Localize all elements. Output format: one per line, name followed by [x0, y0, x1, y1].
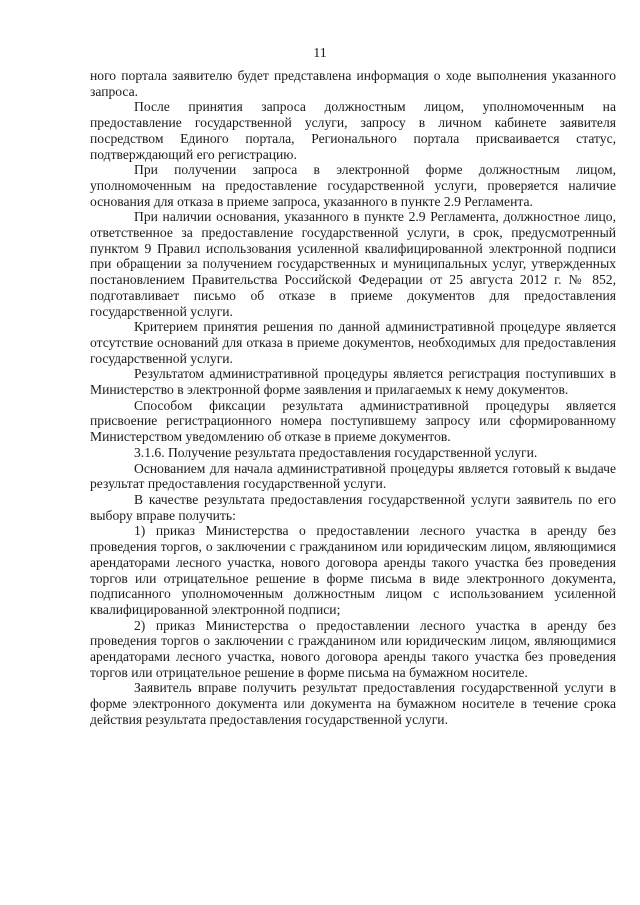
paragraph-procedure-basis: Основанием для начала административной процедуры является готовый к выдаче результат предоставления государственной услуги.: [90, 460, 616, 492]
page-number: 11: [313, 46, 327, 61]
paragraph-applicant-right: Заявитель вправе получить результат предоставления государственной услуги в форме электронного документа или документа на бумажном носителе в течение срока действия результата предоставления государственной услуги.: [90, 680, 616, 727]
paragraph-fixation-method: Способом фиксации результата административной процедуры является присвоение регистрационного номера поступившему запросу или сформированному Министерством уведомлению об отказе в приеме документов.: [90, 397, 616, 445]
list-item-1: 1) приказ Министерства о предоставлении лесного участка в аренду без проведения торгов, о заключении с гражданином или юридическим лицом, являющимися арендаторами лесного участка, нового договора аренды такого участка без проведения торгов или отрицательное решение в форме письма в виде электронного документа, подписанного уполномоченным должностным лицом с использованием усиленной квалифицированной электронной подписи;: [90, 523, 616, 617]
document-body: [90, 68, 616, 728]
paragraph-continuation: ного портала заявителю будет представлена информация о ходе выполнения указанного запроса.: [90, 68, 616, 99]
paragraph-refusal-letter: При наличии основания, указанного в пункте 2.9 Регламента, должностное лицо, ответственное за предоставление государственной услуги, в срок, предусмотренный пунктом 9 Правил использования усиленной квалифицированной электронной подписи при обращении за получением государственных и муниципальных услуг, утвержденных постановлением Правительства Российской Федерации от 25 августа 2012 г. № 852, подготавливает письмо об отказе в приеме документов для предоставления государственной услуги.: [90, 209, 616, 319]
paragraph-result-options: В качестве результата предоставления государственной услуги заявитель по его выбору вправе получить:: [90, 491, 616, 523]
list-item-2: 2) приказ Министерства о предоставлении лесного участка в аренду без проведения торгов о заключении с гражданином или юридическим лицом, являющимися арендаторами лесного участка, нового договора аренды такого участка без проведения торгов или отрицательное решение в форме письма на бумажном носителе.: [90, 617, 616, 680]
paragraph-decision-criterion: Критерием принятия решения по данной административной процедуре является отсутствие оснований для отказа в приеме документов, необходимых для предоставления государственной услуги.: [90, 319, 616, 366]
paragraph-procedure-result: Результатом административной процедуры является регистрация поступивших в Министерство в электронной форме заявления и прилагаемых к нему документов.: [90, 366, 616, 398]
paragraph-status-assignment: После принятия запроса должностным лицом, уполномоченным на предоставление государственной услуги, запросу в личном кабинете заявителя посредством Единого портала, Регионального портала присваивается статус, подтверждающий его регистрацию.: [90, 99, 616, 162]
section-heading-3-1-6: 3.1.6. Получение результата предоставления государственной услуги.: [134, 444, 538, 460]
paragraph-grounds-check: При получении запроса в электронной форме должностным лицом, уполномоченным на предоставление государственной услуги, проверяется наличие основания для отказа в приеме запроса, указанного в пункте 2.9 Регламента.: [90, 162, 616, 209]
